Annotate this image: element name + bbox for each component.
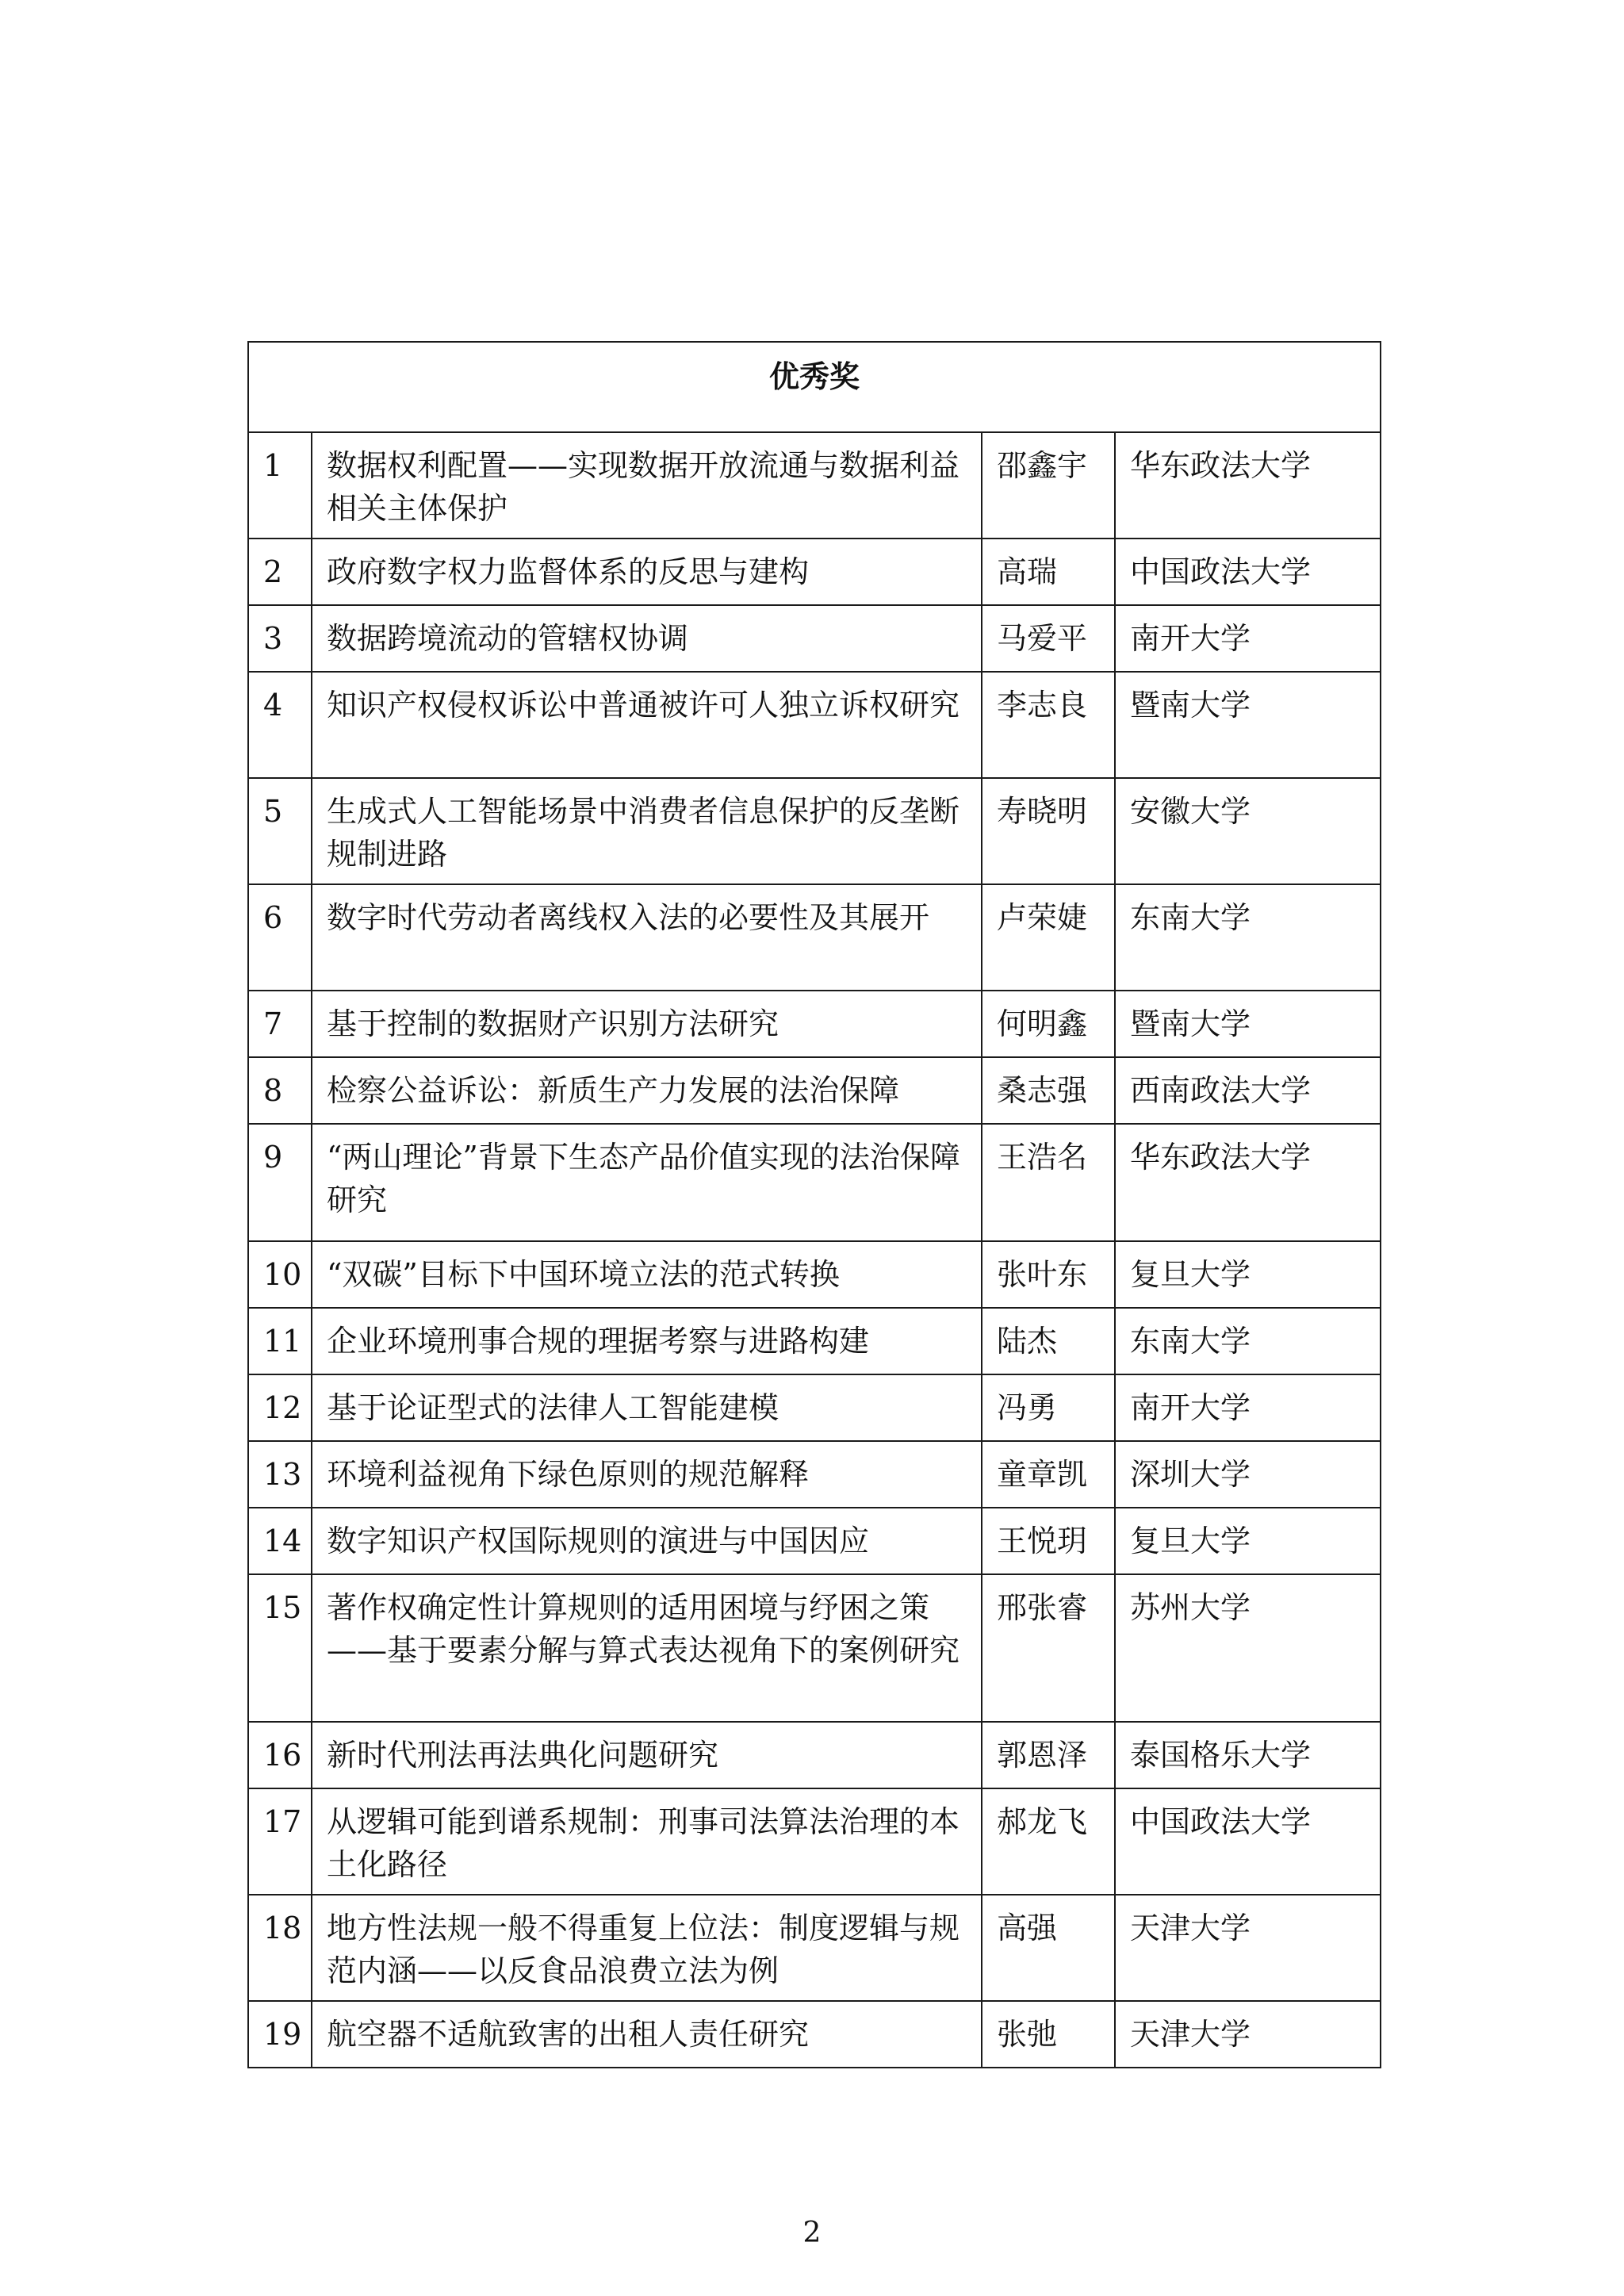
row-number: 4 (248, 672, 312, 778)
school-name: 暨南大学 (1115, 991, 1381, 1057)
row-number: 14 (248, 1508, 312, 1574)
paper-title: 知识产权侵权诉讼中普通被许可人独立诉权研究 (312, 672, 982, 778)
table-row (248, 1895, 1381, 2001)
school-name: 中国政法大学 (1115, 539, 1381, 605)
row-number: 10 (248, 1241, 312, 1308)
page-number: 2 (802, 2217, 822, 2249)
author-name: 张弛 (982, 2001, 1115, 2068)
author-name: 桑志强 (982, 1057, 1115, 1124)
author-name: 张叶东 (982, 1241, 1115, 1308)
table-row (248, 1124, 1381, 1241)
row-number: 12 (248, 1374, 312, 1441)
author-name: 郭恩泽 (982, 1722, 1115, 1788)
paper-title: 基于论证型式的法律人工智能建模 (312, 1374, 982, 1441)
row-number: 15 (248, 1574, 312, 1722)
school-name: 暨南大学 (1115, 672, 1381, 778)
school-name: 华东政法大学 (1115, 432, 1381, 539)
author-name: 邵鑫宇 (982, 432, 1115, 539)
paper-title: 基于控制的数据财产识别方法研究 (312, 991, 982, 1057)
paper-title: 数据跨境流动的管辖权协调 (312, 605, 982, 672)
award-category-title: 优秀奖 (248, 342, 1381, 432)
paper-title: 数字时代劳动者离线权入法的必要性及其展开 (312, 884, 982, 991)
row-number: 3 (248, 605, 312, 672)
table-row (248, 1574, 1381, 1722)
paper-title: 地方性法规一般不得重复上位法：制度逻辑与规范内涵——以反食品浪费立法为例 (312, 1895, 982, 2001)
author-name: 高瑞 (982, 539, 1115, 605)
author-name: 陆杰 (982, 1308, 1115, 1374)
author-name: 高强 (982, 1895, 1115, 2001)
paper-title: 政府数字权力监督体系的反思与建构 (312, 539, 982, 605)
paper-title: 数据权利配置——实现数据开放流通与数据利益相关主体保护 (312, 432, 982, 539)
school-name: 南开大学 (1115, 605, 1381, 672)
author-name: 冯勇 (982, 1374, 1115, 1441)
author-name: 寿晓明 (982, 778, 1115, 884)
paper-title: “双碳”目标下中国环境立法的范式转换 (312, 1241, 982, 1308)
school-name: 苏州大学 (1115, 1574, 1381, 1722)
table-row (248, 432, 1381, 539)
award-table (247, 341, 1381, 2068)
school-name: 华东政法大学 (1115, 1124, 1381, 1241)
school-name: 东南大学 (1115, 1308, 1381, 1374)
school-name: 泰国格乐大学 (1115, 1722, 1381, 1788)
row-number: 8 (248, 1057, 312, 1124)
row-number: 16 (248, 1722, 312, 1788)
author-name: 马爱平 (982, 605, 1115, 672)
row-number: 18 (248, 1895, 312, 2001)
table-row (248, 1241, 1381, 1308)
table-row (248, 1308, 1381, 1374)
paper-title: 新时代刑法再法典化问题研究 (312, 1722, 982, 1788)
paper-title: 著作权确定性计算规则的适用困境与纾困之策——基于要素分解与算式表达视角下的案例研究 (312, 1574, 982, 1722)
paper-title: 检察公益诉讼：新质生产力发展的法治保障 (312, 1057, 982, 1124)
table-row (248, 778, 1381, 884)
paper-title: “两山理论”背景下生态产品价值实现的法治保障研究 (312, 1124, 982, 1241)
table-row (248, 1508, 1381, 1574)
paper-title: 环境利益视角下绿色原则的规范解释 (312, 1441, 982, 1508)
table-row (248, 1374, 1381, 1441)
school-name: 西南政法大学 (1115, 1057, 1381, 1124)
paper-title: 生成式人工智能场景中消费者信息保护的反垄断规制进路 (312, 778, 982, 884)
table-row (248, 672, 1381, 778)
paper-title: 数字知识产权国际规则的演进与中国因应 (312, 1508, 982, 1574)
author-name: 郝龙飞 (982, 1788, 1115, 1895)
author-name: 邢张睿 (982, 1574, 1115, 1722)
table-row (248, 1788, 1381, 1895)
row-number: 2 (248, 539, 312, 605)
table-row (248, 1441, 1381, 1508)
row-number: 9 (248, 1124, 312, 1241)
row-number: 11 (248, 1308, 312, 1374)
table-row (248, 1722, 1381, 1788)
author-name: 何明鑫 (982, 991, 1115, 1057)
table-row (248, 2001, 1381, 2068)
author-name: 童章凯 (982, 1441, 1115, 1508)
school-name: 安徽大学 (1115, 778, 1381, 884)
school-name: 天津大学 (1115, 1895, 1381, 2001)
author-name: 卢荣婕 (982, 884, 1115, 991)
table-row (248, 991, 1381, 1057)
school-name: 天津大学 (1115, 2001, 1381, 2068)
school-name: 深圳大学 (1115, 1441, 1381, 1508)
row-number: 7 (248, 991, 312, 1057)
table-heading-row (248, 342, 1381, 432)
author-name: 李志良 (982, 672, 1115, 778)
table-row (248, 539, 1381, 605)
row-number: 6 (248, 884, 312, 991)
row-number: 13 (248, 1441, 312, 1508)
school-name: 中国政法大学 (1115, 1788, 1381, 1895)
row-number: 5 (248, 778, 312, 884)
paper-title: 从逻辑可能到谱系规制：刑事司法算法治理的本土化路径 (312, 1788, 982, 1895)
paper-title: 航空器不适航致害的出租人责任研究 (312, 2001, 982, 2068)
school-name: 东南大学 (1115, 884, 1381, 991)
school-name: 南开大学 (1115, 1374, 1381, 1441)
table-row (248, 884, 1381, 991)
row-number: 1 (248, 432, 312, 539)
row-number: 17 (248, 1788, 312, 1895)
paper-title: 企业环境刑事合规的理据考察与进路构建 (312, 1308, 982, 1374)
school-name: 复旦大学 (1115, 1241, 1381, 1308)
table-row (248, 1057, 1381, 1124)
school-name: 复旦大学 (1115, 1508, 1381, 1574)
author-name: 王悦玥 (982, 1508, 1115, 1574)
author-name: 王浩名 (982, 1124, 1115, 1241)
row-number: 19 (248, 2001, 312, 2068)
table-row (248, 605, 1381, 672)
